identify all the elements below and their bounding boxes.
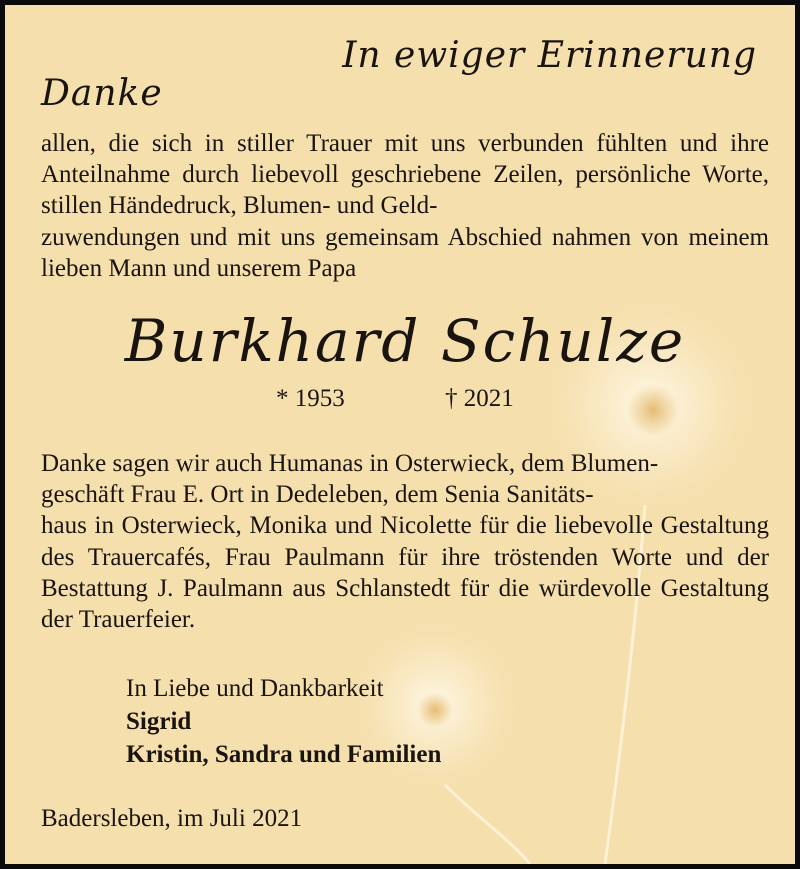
- dandelion-image: [345, 615, 530, 864]
- place-date: Badersleben, im Juli 2021: [41, 805, 303, 832]
- thanks-title: Danke: [41, 73, 163, 114]
- signatory-families: Kristin, Sandra und Familien: [126, 741, 442, 768]
- deceased-name: Burkhard Schulze: [124, 307, 686, 375]
- signatory-name: Sigrid: [126, 708, 192, 735]
- death-year: † 2021: [445, 385, 514, 412]
- closing-line: In Liebe und Dankbarkeit: [126, 675, 384, 702]
- thanks-paragraph: allen, die sich in stiller Trauer mit uns verbunden fühlten und ihre Anteilnahme durch liebevoll geschriebene Zeilen, persönliche Worte, stillen Händedruck, Blumen- und Geld- zuwendungen und mit uns gemeinsam Abschied nahmen von meinem lieben Mann und unserem Papa: [41, 130, 769, 282]
- birth-year: * 1953: [276, 385, 345, 412]
- acknowledgements-paragraph: Danke sagen wir auch Humanas in Osterwieck, dem Blumen- geschäft Frau E. Ort in Dedeleben, dem Senia Sanitäts- haus in Osterwieck, Monika und Nicolette für die liebevolle Gestaltung des Trauercafés, Frau Paulmann für ihre tröstenden Worte und der Bestattung J. Paulmann aus Schlanstedt für die würdevolle Gestaltung der Trauerfeier.: [41, 450, 769, 634]
- memorial-heading: In ewiger Erinnerung: [342, 35, 757, 76]
